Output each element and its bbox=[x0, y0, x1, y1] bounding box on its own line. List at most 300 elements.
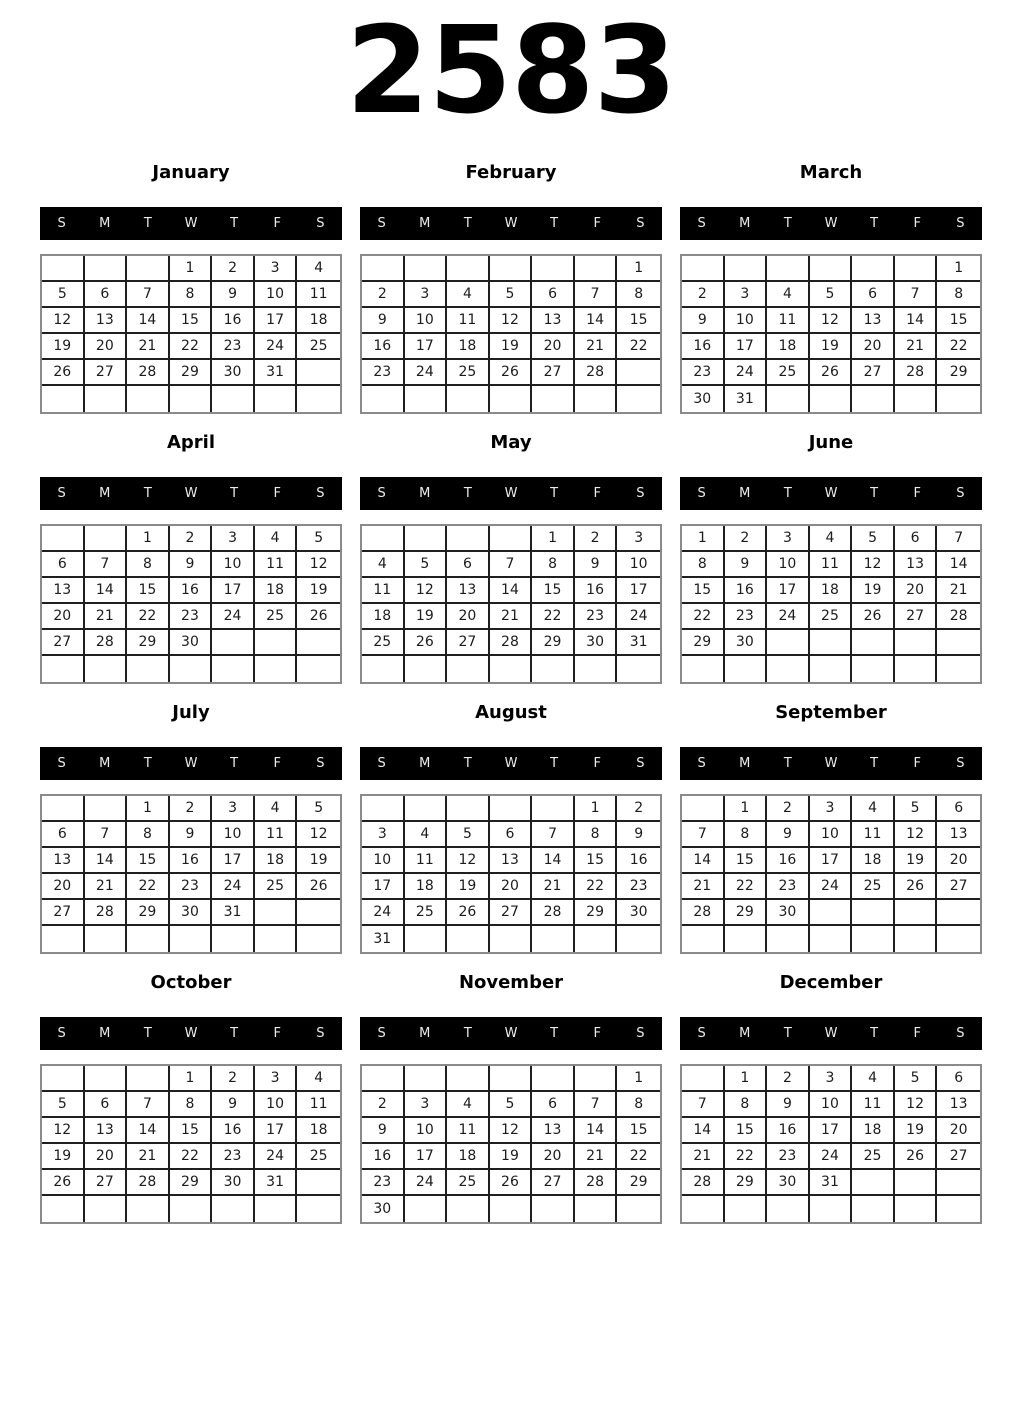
day-cell bbox=[617, 360, 660, 386]
month-table bbox=[42, 256, 340, 412]
day-cell: 9 bbox=[617, 822, 660, 848]
day-cell bbox=[255, 1196, 298, 1222]
weekday-label: T bbox=[230, 216, 239, 231]
day-cell: 13 bbox=[852, 308, 895, 334]
day-cell bbox=[810, 1196, 853, 1222]
day-cell: 8 bbox=[937, 282, 980, 308]
day-cell bbox=[42, 1066, 85, 1092]
day-cell: 17 bbox=[725, 334, 768, 360]
day-cell: 22 bbox=[617, 334, 660, 360]
day-cell: 7 bbox=[682, 1092, 725, 1118]
day-cell bbox=[895, 1170, 938, 1196]
day-cell: 16 bbox=[767, 848, 810, 874]
day-cell: 28 bbox=[937, 604, 980, 630]
day-cell: 15 bbox=[170, 308, 213, 334]
day-cell: 2 bbox=[170, 526, 213, 552]
day-cell: 3 bbox=[212, 526, 255, 552]
day-cell: 11 bbox=[810, 552, 853, 578]
day-cell: 9 bbox=[362, 1118, 405, 1144]
day-cell: 8 bbox=[127, 552, 170, 578]
day-cell: 27 bbox=[895, 604, 938, 630]
day-cell: 25 bbox=[852, 1144, 895, 1170]
day-cell bbox=[170, 386, 213, 412]
weekday-label: T bbox=[783, 216, 792, 231]
day-cell: 18 bbox=[255, 848, 298, 874]
weekday-label: T bbox=[463, 756, 472, 771]
day-cell: 8 bbox=[532, 552, 575, 578]
weekday-label: S bbox=[377, 216, 386, 231]
day-cell bbox=[362, 526, 405, 552]
weekday-label: F bbox=[593, 216, 602, 231]
month-december bbox=[680, 972, 982, 1224]
day-cell: 22 bbox=[127, 604, 170, 630]
weekday-label: W bbox=[184, 216, 198, 231]
day-cell bbox=[575, 256, 618, 282]
week-row bbox=[362, 874, 660, 900]
day-cell bbox=[297, 1196, 340, 1222]
day-cell: 18 bbox=[297, 308, 340, 334]
day-cell: 11 bbox=[447, 308, 490, 334]
day-cell: 10 bbox=[255, 282, 298, 308]
week-row bbox=[362, 552, 660, 578]
day-cell bbox=[575, 926, 618, 952]
day-cell: 9 bbox=[575, 552, 618, 578]
day-cell: 21 bbox=[937, 578, 980, 604]
day-cell: 28 bbox=[127, 1170, 170, 1196]
month-february bbox=[360, 162, 662, 414]
day-cell bbox=[852, 656, 895, 682]
month-table-frame bbox=[40, 524, 342, 684]
day-cell: 2 bbox=[362, 1092, 405, 1118]
month-march bbox=[680, 162, 982, 414]
week-row bbox=[42, 552, 340, 578]
day-cell: 17 bbox=[405, 334, 448, 360]
week-row bbox=[682, 796, 980, 822]
day-cell bbox=[532, 1196, 575, 1222]
month-title: February bbox=[465, 162, 557, 183]
month-title: October bbox=[150, 972, 232, 993]
day-cell: 5 bbox=[297, 796, 340, 822]
day-cell bbox=[490, 796, 533, 822]
weekday-label: S bbox=[956, 216, 965, 231]
day-cell: 5 bbox=[297, 526, 340, 552]
week-row bbox=[682, 1196, 980, 1222]
day-cell: 19 bbox=[895, 848, 938, 874]
day-cell: 8 bbox=[617, 1092, 660, 1118]
day-cell: 24 bbox=[212, 604, 255, 630]
day-cell: 20 bbox=[937, 1118, 980, 1144]
weekday-label: T bbox=[870, 216, 879, 231]
day-cell: 29 bbox=[682, 630, 725, 656]
day-cell: 1 bbox=[127, 526, 170, 552]
day-cell bbox=[212, 656, 255, 682]
week-row bbox=[682, 900, 980, 926]
week-row bbox=[362, 526, 660, 552]
day-cell: 4 bbox=[405, 822, 448, 848]
day-cell: 18 bbox=[852, 1118, 895, 1144]
week-row bbox=[682, 1144, 980, 1170]
day-cell: 4 bbox=[447, 282, 490, 308]
week-row bbox=[682, 1170, 980, 1196]
week-row bbox=[682, 630, 980, 656]
day-cell: 18 bbox=[255, 578, 298, 604]
day-cell: 26 bbox=[490, 1170, 533, 1196]
day-cell: 18 bbox=[767, 334, 810, 360]
day-cell: 3 bbox=[212, 796, 255, 822]
weekday-label: M bbox=[739, 216, 751, 231]
day-cell: 27 bbox=[85, 360, 128, 386]
day-cell: 10 bbox=[212, 552, 255, 578]
day-cell: 2 bbox=[170, 796, 213, 822]
day-cell: 6 bbox=[532, 282, 575, 308]
day-cell: 13 bbox=[85, 308, 128, 334]
day-cell: 13 bbox=[42, 578, 85, 604]
day-cell: 16 bbox=[170, 578, 213, 604]
week-row bbox=[682, 552, 980, 578]
day-cell: 29 bbox=[170, 360, 213, 386]
day-cell bbox=[895, 656, 938, 682]
day-cell: 28 bbox=[532, 900, 575, 926]
day-cell: 13 bbox=[895, 552, 938, 578]
day-cell bbox=[895, 1196, 938, 1222]
day-cell: 20 bbox=[895, 578, 938, 604]
day-cell: 9 bbox=[767, 822, 810, 848]
week-row bbox=[42, 604, 340, 630]
day-cell: 28 bbox=[490, 630, 533, 656]
day-cell: 4 bbox=[297, 1066, 340, 1092]
day-cell: 6 bbox=[937, 1066, 980, 1092]
day-cell bbox=[532, 386, 575, 412]
day-cell bbox=[532, 796, 575, 822]
day-cell bbox=[895, 900, 938, 926]
month-table-frame bbox=[40, 254, 342, 414]
weekday-label: T bbox=[230, 756, 239, 771]
week-row bbox=[42, 282, 340, 308]
day-cell: 27 bbox=[447, 630, 490, 656]
day-cell bbox=[895, 386, 938, 412]
day-cell: 30 bbox=[682, 386, 725, 412]
day-cell: 1 bbox=[725, 796, 768, 822]
weekday-label: T bbox=[143, 756, 152, 771]
day-cell: 20 bbox=[42, 874, 85, 900]
month-may bbox=[360, 432, 662, 684]
day-cell: 23 bbox=[212, 334, 255, 360]
month-table-frame bbox=[360, 524, 662, 684]
day-cell: 23 bbox=[617, 874, 660, 900]
month-table-frame bbox=[680, 1064, 982, 1224]
month-july bbox=[40, 702, 342, 954]
day-cell: 20 bbox=[447, 604, 490, 630]
day-cell: 19 bbox=[810, 334, 853, 360]
weekday-label: M bbox=[419, 216, 431, 231]
weekday-header-row bbox=[40, 1017, 342, 1050]
day-cell: 8 bbox=[617, 282, 660, 308]
week-row bbox=[362, 1196, 660, 1222]
weekday-label: T bbox=[463, 1026, 472, 1041]
week-row bbox=[682, 822, 980, 848]
day-cell: 25 bbox=[852, 874, 895, 900]
day-cell: 30 bbox=[170, 900, 213, 926]
day-cell: 16 bbox=[170, 848, 213, 874]
month-table-frame bbox=[680, 524, 982, 684]
day-cell: 13 bbox=[42, 848, 85, 874]
day-cell: 19 bbox=[852, 578, 895, 604]
weekday-label: T bbox=[550, 216, 559, 231]
day-cell: 5 bbox=[490, 1092, 533, 1118]
day-cell: 1 bbox=[617, 256, 660, 282]
day-cell: 10 bbox=[767, 552, 810, 578]
weekday-label: S bbox=[956, 1026, 965, 1041]
week-row bbox=[42, 874, 340, 900]
day-cell: 23 bbox=[362, 1170, 405, 1196]
day-cell bbox=[682, 256, 725, 282]
day-cell: 26 bbox=[42, 360, 85, 386]
day-cell: 14 bbox=[127, 308, 170, 334]
week-row bbox=[42, 1066, 340, 1092]
day-cell: 29 bbox=[127, 900, 170, 926]
weekday-label: S bbox=[57, 1026, 66, 1041]
day-cell: 3 bbox=[767, 526, 810, 552]
weekday-header-row bbox=[40, 747, 342, 780]
day-cell bbox=[362, 386, 405, 412]
day-cell: 10 bbox=[405, 1118, 448, 1144]
day-cell bbox=[937, 1196, 980, 1222]
day-cell: 16 bbox=[725, 578, 768, 604]
weekday-label: T bbox=[550, 486, 559, 501]
day-cell bbox=[767, 386, 810, 412]
day-cell: 16 bbox=[212, 1118, 255, 1144]
day-cell: 15 bbox=[170, 1118, 213, 1144]
day-cell: 9 bbox=[767, 1092, 810, 1118]
day-cell: 15 bbox=[532, 578, 575, 604]
day-cell: 26 bbox=[297, 874, 340, 900]
day-cell: 12 bbox=[810, 308, 853, 334]
day-cell: 14 bbox=[127, 1118, 170, 1144]
day-cell: 6 bbox=[937, 796, 980, 822]
weekday-label: F bbox=[913, 1026, 922, 1041]
day-cell: 25 bbox=[255, 874, 298, 900]
day-cell: 16 bbox=[362, 1144, 405, 1170]
day-cell: 23 bbox=[725, 604, 768, 630]
weekday-label: M bbox=[419, 486, 431, 501]
day-cell: 16 bbox=[575, 578, 618, 604]
day-cell: 28 bbox=[682, 900, 725, 926]
day-cell bbox=[297, 1170, 340, 1196]
day-cell: 30 bbox=[767, 1170, 810, 1196]
day-cell: 19 bbox=[297, 848, 340, 874]
day-cell: 1 bbox=[532, 526, 575, 552]
day-cell: 14 bbox=[937, 552, 980, 578]
day-cell bbox=[447, 526, 490, 552]
day-cell bbox=[810, 386, 853, 412]
week-row bbox=[42, 578, 340, 604]
week-row bbox=[682, 848, 980, 874]
week-row bbox=[362, 1170, 660, 1196]
day-cell: 1 bbox=[575, 796, 618, 822]
month-table-frame bbox=[680, 794, 982, 954]
day-cell: 9 bbox=[362, 308, 405, 334]
month-table bbox=[362, 526, 660, 682]
day-cell: 8 bbox=[170, 1092, 213, 1118]
day-cell: 11 bbox=[255, 822, 298, 848]
weekday-label: T bbox=[783, 486, 792, 501]
day-cell bbox=[490, 926, 533, 952]
day-cell: 28 bbox=[895, 360, 938, 386]
weekday-label: W bbox=[184, 486, 198, 501]
weekday-label: F bbox=[593, 486, 602, 501]
day-cell bbox=[212, 1196, 255, 1222]
day-cell bbox=[170, 926, 213, 952]
day-cell bbox=[490, 656, 533, 682]
day-cell: 6 bbox=[532, 1092, 575, 1118]
weekday-label: F bbox=[593, 756, 602, 771]
day-cell bbox=[42, 1196, 85, 1222]
day-cell bbox=[255, 900, 298, 926]
day-cell: 4 bbox=[255, 796, 298, 822]
day-cell: 2 bbox=[767, 796, 810, 822]
day-cell: 10 bbox=[405, 308, 448, 334]
week-row bbox=[362, 656, 660, 682]
weekday-label: F bbox=[913, 486, 922, 501]
day-cell bbox=[170, 656, 213, 682]
day-cell: 7 bbox=[85, 552, 128, 578]
day-cell bbox=[767, 256, 810, 282]
day-cell bbox=[810, 630, 853, 656]
day-cell: 9 bbox=[682, 308, 725, 334]
day-cell: 1 bbox=[127, 796, 170, 822]
day-cell: 18 bbox=[297, 1118, 340, 1144]
day-cell: 29 bbox=[127, 630, 170, 656]
weekday-label: S bbox=[697, 756, 706, 771]
day-cell: 22 bbox=[170, 1144, 213, 1170]
day-cell: 6 bbox=[490, 822, 533, 848]
day-cell: 8 bbox=[725, 822, 768, 848]
weekday-header-row bbox=[40, 207, 342, 240]
day-cell: 10 bbox=[725, 308, 768, 334]
day-cell: 10 bbox=[362, 848, 405, 874]
day-cell: 22 bbox=[937, 334, 980, 360]
month-september bbox=[680, 702, 982, 954]
day-cell: 3 bbox=[362, 822, 405, 848]
day-cell: 15 bbox=[725, 848, 768, 874]
day-cell: 11 bbox=[255, 552, 298, 578]
day-cell bbox=[895, 256, 938, 282]
day-cell bbox=[575, 1066, 618, 1092]
day-cell bbox=[447, 1066, 490, 1092]
weekday-header-row bbox=[680, 207, 982, 240]
day-cell bbox=[362, 796, 405, 822]
day-cell bbox=[405, 386, 448, 412]
month-title: July bbox=[172, 702, 210, 723]
day-cell: 2 bbox=[362, 282, 405, 308]
day-cell: 8 bbox=[682, 552, 725, 578]
day-cell bbox=[532, 1066, 575, 1092]
weekday-label: T bbox=[463, 216, 472, 231]
weekday-label: M bbox=[99, 486, 111, 501]
day-cell: 30 bbox=[725, 630, 768, 656]
day-cell: 21 bbox=[682, 874, 725, 900]
weekday-label: F bbox=[273, 216, 282, 231]
day-cell: 30 bbox=[617, 900, 660, 926]
month-title: January bbox=[152, 162, 230, 183]
week-row bbox=[42, 1196, 340, 1222]
weekday-label: T bbox=[143, 216, 152, 231]
day-cell bbox=[362, 256, 405, 282]
weekday-label: S bbox=[636, 756, 645, 771]
day-cell: 22 bbox=[532, 604, 575, 630]
day-cell: 20 bbox=[532, 1144, 575, 1170]
day-cell: 29 bbox=[937, 360, 980, 386]
week-row bbox=[42, 900, 340, 926]
weekday-label: T bbox=[870, 486, 879, 501]
day-cell: 1 bbox=[617, 1066, 660, 1092]
month-table-frame bbox=[360, 1064, 662, 1224]
week-row bbox=[42, 630, 340, 656]
day-cell bbox=[85, 926, 128, 952]
day-cell: 5 bbox=[42, 1092, 85, 1118]
day-cell: 27 bbox=[85, 1170, 128, 1196]
day-cell: 23 bbox=[170, 604, 213, 630]
day-cell bbox=[127, 656, 170, 682]
day-cell: 25 bbox=[362, 630, 405, 656]
day-cell: 22 bbox=[617, 1144, 660, 1170]
day-cell bbox=[127, 926, 170, 952]
day-cell: 17 bbox=[767, 578, 810, 604]
day-cell bbox=[405, 656, 448, 682]
day-cell: 4 bbox=[255, 526, 298, 552]
day-cell bbox=[447, 1196, 490, 1222]
weekday-label: S bbox=[697, 216, 706, 231]
weekday-label: W bbox=[184, 1026, 198, 1041]
month-title: March bbox=[799, 162, 863, 183]
day-cell: 20 bbox=[85, 1144, 128, 1170]
week-row bbox=[362, 1092, 660, 1118]
day-cell: 16 bbox=[682, 334, 725, 360]
day-cell: 11 bbox=[852, 822, 895, 848]
weekday-header-row bbox=[40, 477, 342, 510]
day-cell: 3 bbox=[405, 282, 448, 308]
day-cell: 6 bbox=[42, 552, 85, 578]
week-row bbox=[362, 360, 660, 386]
day-cell: 6 bbox=[852, 282, 895, 308]
weekday-label: W bbox=[824, 486, 838, 501]
day-cell bbox=[617, 926, 660, 952]
day-cell bbox=[405, 796, 448, 822]
weekday-label: M bbox=[739, 486, 751, 501]
day-cell: 18 bbox=[362, 604, 405, 630]
day-cell bbox=[255, 656, 298, 682]
day-cell bbox=[405, 926, 448, 952]
month-table bbox=[682, 526, 980, 682]
day-cell: 25 bbox=[810, 604, 853, 630]
day-cell bbox=[255, 630, 298, 656]
week-row bbox=[42, 1144, 340, 1170]
day-cell: 19 bbox=[447, 874, 490, 900]
day-cell: 13 bbox=[490, 848, 533, 874]
day-cell: 10 bbox=[617, 552, 660, 578]
weekday-label: M bbox=[739, 756, 751, 771]
weekday-label: T bbox=[783, 1026, 792, 1041]
day-cell bbox=[810, 900, 853, 926]
day-cell: 27 bbox=[42, 900, 85, 926]
day-cell: 25 bbox=[405, 900, 448, 926]
day-cell: 21 bbox=[532, 874, 575, 900]
weekday-label: S bbox=[697, 486, 706, 501]
day-cell bbox=[725, 256, 768, 282]
weekday-label: S bbox=[377, 486, 386, 501]
day-cell: 21 bbox=[127, 1144, 170, 1170]
day-cell bbox=[405, 1196, 448, 1222]
